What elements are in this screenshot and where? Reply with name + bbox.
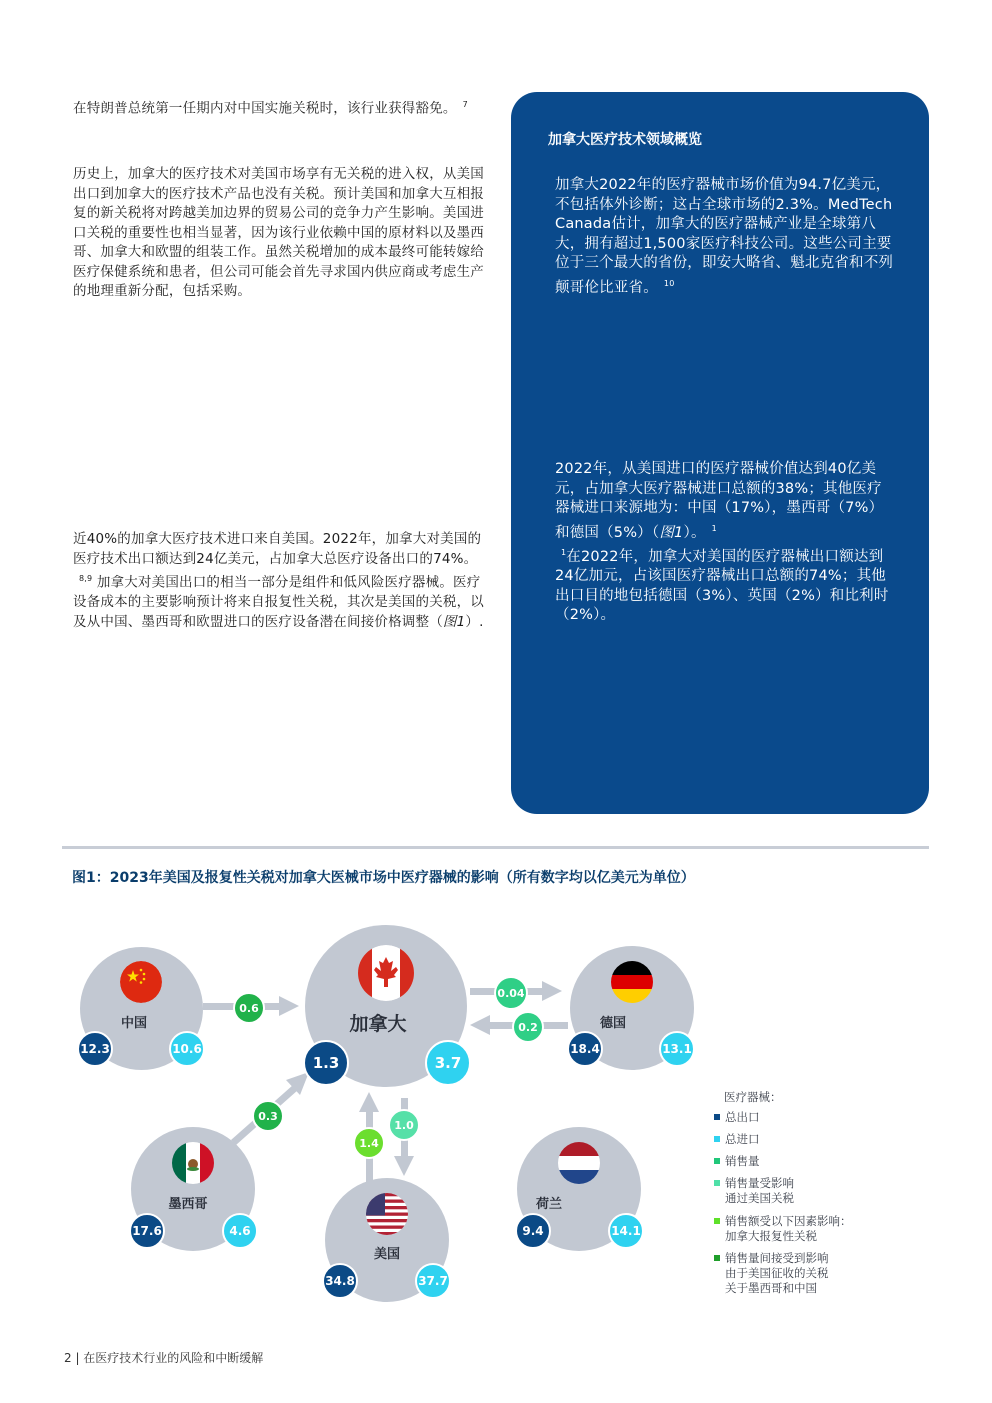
legend-label: 销售量间接受到影响 由于美国征收的关税 关于墨西哥和中国 <box>725 1251 829 1295</box>
country-label-usa: 美国 <box>373 1247 400 1262</box>
legend-swatch <box>714 1255 720 1261</box>
netherlands-flag-icon <box>558 1142 600 1184</box>
arrow-head <box>394 1156 414 1176</box>
netherlands-export-value: 9.4 <box>515 1213 551 1249</box>
legend-swatch <box>714 1180 720 1186</box>
country-label-netherlands: 荷兰 <box>535 1197 562 1212</box>
legend-item <box>714 1154 760 1169</box>
netherlands-import-value: 14.1 <box>608 1213 644 1249</box>
arrow-head <box>470 1015 490 1035</box>
legend-label: 总出口 <box>725 1110 760 1124</box>
germany-flag-icon <box>611 961 653 1003</box>
germany-import-value: 13.1 <box>659 1031 695 1067</box>
mexico-export-value: 17.6 <box>129 1213 165 1249</box>
footnote-ref: 8,9 <box>79 574 93 583</box>
legend-item <box>714 1110 760 1125</box>
legend-item <box>714 1251 829 1296</box>
legend-label: 销售量 <box>725 1154 760 1168</box>
china-export-value: 12.3 <box>77 1031 113 1067</box>
arrow-head <box>359 1092 379 1112</box>
footnote-ref: 7 <box>462 100 468 109</box>
paragraph-text: 在特朗普总统第一任期内对中国实施关税时，该行业获得豁免。 <box>73 100 457 117</box>
figure-ref-link[interactable]: 图1 <box>659 524 684 541</box>
legend-swatch <box>714 1136 720 1142</box>
canada-export-value: 1.3 <box>303 1040 349 1086</box>
paragraph-text: ）. <box>465 613 484 630</box>
mexico-flag-icon <box>172 1142 214 1184</box>
overview-text: 2022年，从美国进口的医疗器械价值达到40亿美元，占加拿大医疗器械进口总额的38%；其他医疗器械进口来源地为：中国（17%），墨西哥（7%）和德国（5%）（ <box>555 461 884 541</box>
flow-canada-usa: 1.0 <box>388 1109 420 1141</box>
usa-import-value: 37.7 <box>415 1263 451 1299</box>
germany-export-value: 18.4 <box>567 1031 603 1067</box>
usa-export-value: 34.8 <box>322 1263 358 1299</box>
arrow-head <box>279 996 299 1016</box>
page-footer: 2 | 在医疗技术行业的风险和中断缓解 <box>64 1351 264 1365</box>
flow-canada-germany: 0.04 <box>494 976 528 1010</box>
legend-item <box>714 1132 760 1147</box>
legend-label: 销售额受以下因素影响： 加拿大报复性关税 <box>725 1214 852 1243</box>
figure-ref-link[interactable]: 图1 <box>442 613 466 630</box>
legend-label: 总进口 <box>725 1132 760 1146</box>
footnote-ref: 1 <box>711 523 717 533</box>
mexico-import-value: 4.6 <box>222 1213 258 1249</box>
paragraph-text: 加拿大对美国出口的相当一部分是组件和低风险医疗器械。医疗设备成本的主要影响预计将来自报复性关税，其次是美国的关税，以及从中国、墨西哥和欧盟进口的医疗设备潜在间接价格调整（ <box>73 574 484 630</box>
legend-item <box>714 1214 852 1244</box>
flow-germany-canada: 0.2 <box>512 1011 544 1043</box>
figure-title: 图1：2023年美国及报复性关税对加拿大医械市场中医疗器械的影响（所有数字均以亿美元为单位） <box>72 870 695 886</box>
legend-title: 医疗器械： <box>724 1090 782 1104</box>
paragraph-text: 近40%的加拿大医疗技术进口来自美国。2022年，加拿大对美国的医疗技术出口额达到24亿美元，占加拿大总医疗设备出口的74%。 <box>73 531 482 567</box>
overview-text: ）。 <box>683 524 706 541</box>
flow-mexico-canada: 0.3 <box>252 1100 284 1132</box>
country-label-mexico: 墨西哥 <box>168 1197 208 1212</box>
legend-swatch <box>714 1114 720 1120</box>
overview-text: 在2022年，加拿大对美国的医疗器械出口额达到24亿加元，占该国医疗器械出口总额的74%；其他出口目的地包括德国（3%）、英国（2%）和比利时（2%）。 <box>555 548 889 624</box>
flow-usa-canada: 1.4 <box>353 1127 385 1159</box>
canada-import-value: 3.7 <box>425 1040 471 1086</box>
legend-swatch <box>714 1218 720 1224</box>
footnote-ref: 1 <box>561 547 567 557</box>
legend-item <box>714 1176 794 1206</box>
country-label-canada: 加拿大 <box>349 1013 407 1035</box>
country-label-china: 中国 <box>120 1016 147 1031</box>
footnote-ref: 10 <box>663 278 675 288</box>
china-import-value: 10.6 <box>169 1031 205 1067</box>
country-label-germany: 德国 <box>599 1016 626 1031</box>
legend-swatch <box>714 1158 720 1164</box>
paragraph-text: 历史上，加拿大的医疗技术对美国市场享有无关税的进入权，从美国出口到加拿大的医疗技术产品也没有关税。预计美国和加拿大互相报复的新关税将对跨越美加边界的贸易公司的竞争力产生影响。美国进口关税的重要性也相当显著，因为该行业依赖中国的原材料以及墨西哥、加拿大和欧盟的组装工作。虽然关税增加的成本最终可能转嫁给医疗保健系统和患者，但公司可能会首先寻求国内供应商或考虑生产的地理重新分配，包括采购。 <box>73 166 484 299</box>
overview-text: 加拿大2022年的医疗器械市场价值为94.7亿美元，不包括体外诊断；这占全球市场的2.3%。MedTech Canada估计，加拿大的医疗器械产业是全球第八大，拥有超过1,500家医疗科技公司。这些公司主要位于三个最大的省份，即安大略省、魁北克省和不列颠哥伦比亚省。 <box>555 177 894 296</box>
arrow-head <box>542 981 562 1001</box>
overview-box-title: 加拿大医疗技术领域概览 <box>548 132 702 148</box>
china-flag-icon <box>120 961 162 1003</box>
legend-label: 销售量受影响 通过美国关税 <box>725 1176 794 1205</box>
usa-flag-icon <box>366 1193 408 1235</box>
canada-flag-icon <box>358 945 414 1001</box>
flow-china-canada: 0.6 <box>233 992 265 1024</box>
